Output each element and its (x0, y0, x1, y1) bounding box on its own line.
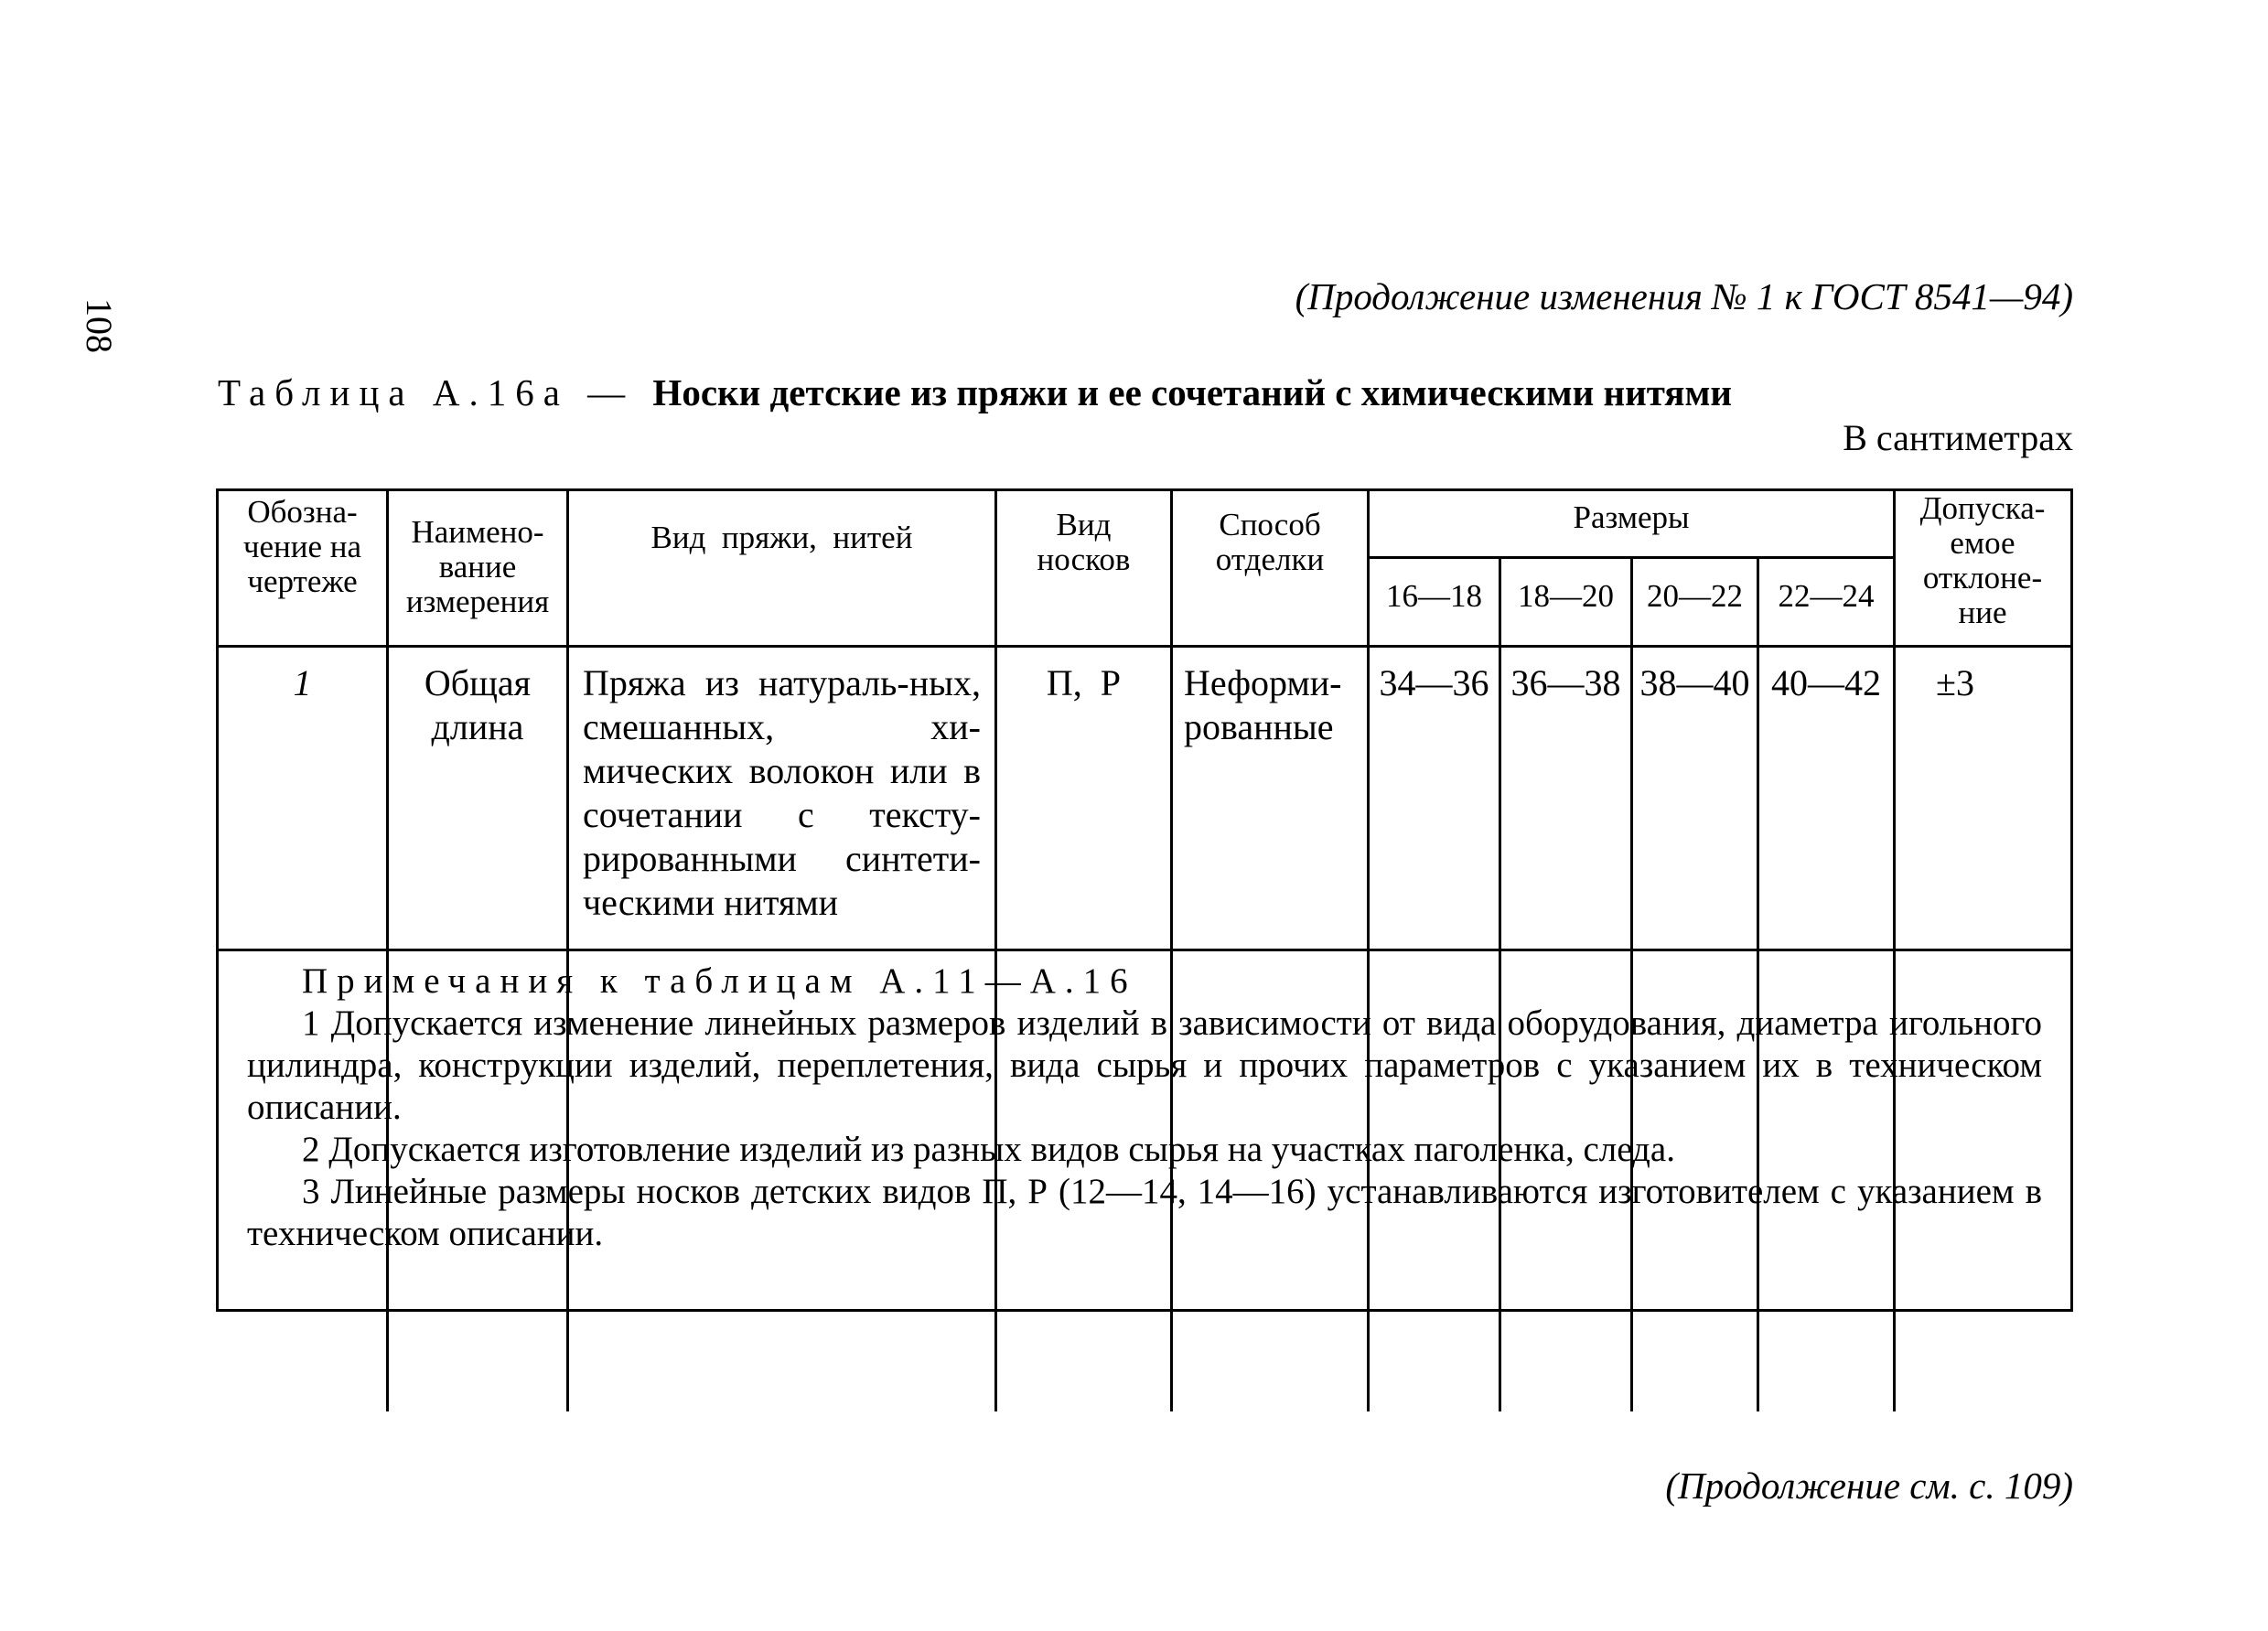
continuation-footer: (Продолжение см. с. 109) (1665, 1465, 2073, 1507)
notes-divider (219, 949, 2070, 951)
notes-title (247, 960, 2042, 1003)
header-size-20-22: 20—22 (1647, 578, 1743, 614)
row-sock-type: П, Р (1046, 662, 1122, 703)
header-size-22-24: 22—24 (1778, 578, 1875, 614)
header-measure-name: Наимено- вание измерения (405, 514, 550, 619)
sizes-subheader-divider (1367, 556, 1896, 559)
row-size-value: 34—36 (1379, 662, 1489, 703)
header-sock-type: Вид носков (1037, 507, 1131, 577)
note-item: 2 Допускается изготовление изделий из разных видов сырья на участках паголенка, следа. (302, 1130, 1675, 1169)
notes-title-text: Примечания к таблицам А.11—А.16 (302, 961, 1137, 1001)
row-tolerance: ±3 (1936, 662, 1974, 703)
column-divider (566, 491, 569, 1411)
note-item: 3 Линейные размеры носков детских видов П, Р (12—14, 14—16) устанавливаются изготовителем с указанием в техническом описании. (247, 1172, 2042, 1253)
header-size-16-18: 16—18 (1386, 578, 1482, 614)
row-size-value: 38—40 (1639, 662, 1750, 703)
row-measure-name: Общая длина (424, 662, 532, 747)
table-title (218, 370, 1732, 414)
row-yarn-type: Пряжа из натураль-ных, смешанных, хи-мических волокон или в сочетании с тексту-рированными синтети-ческими нитями (583, 662, 981, 923)
row-size-value: 40—42 (1771, 662, 1881, 703)
header-tolerance: Допуска- емое отклоне- ние (1919, 490, 2046, 630)
column-divider (386, 491, 389, 1411)
column-divider (1170, 491, 1173, 1411)
continuation-header: (Продолжение изменения № 1 к ГОСТ 8541—94) (1295, 275, 2073, 317)
header-divider (219, 645, 2070, 648)
header-designation: Обозна- чение на чертеже (242, 494, 362, 599)
note-item: 1 Допускается изменение линейных размеров изделий в зависимости от вида оборудования, диаметра игольного цилиндра, конструкции изделий, переплетения, вида сырья и прочих параметров с указанием их в техническом описании. (247, 1003, 2042, 1127)
row-size-value: 36—38 (1510, 662, 1621, 703)
column-divider (1367, 491, 1370, 1411)
table-title-name: Носки детские из пряжи и ее сочетаний с химическими нитями (652, 371, 1733, 413)
header-yarn-type: Вид пряжи, нитей (650, 520, 913, 555)
table-notes (247, 960, 2042, 1255)
header-finishing: Способ отделки (1215, 507, 1325, 577)
page-number: 108 (79, 298, 120, 353)
row-designation: 1 (293, 662, 312, 703)
row-finishing: Неформи- рованные (1184, 662, 1342, 747)
units-label: В сантиметрах (1843, 417, 2073, 458)
header-size-18-20: 18—20 (1518, 578, 1614, 614)
header-sizes: Размеры (1573, 499, 1690, 535)
column-divider (994, 491, 997, 1411)
table-title-prefix: Таблица А.16а — (218, 371, 653, 413)
